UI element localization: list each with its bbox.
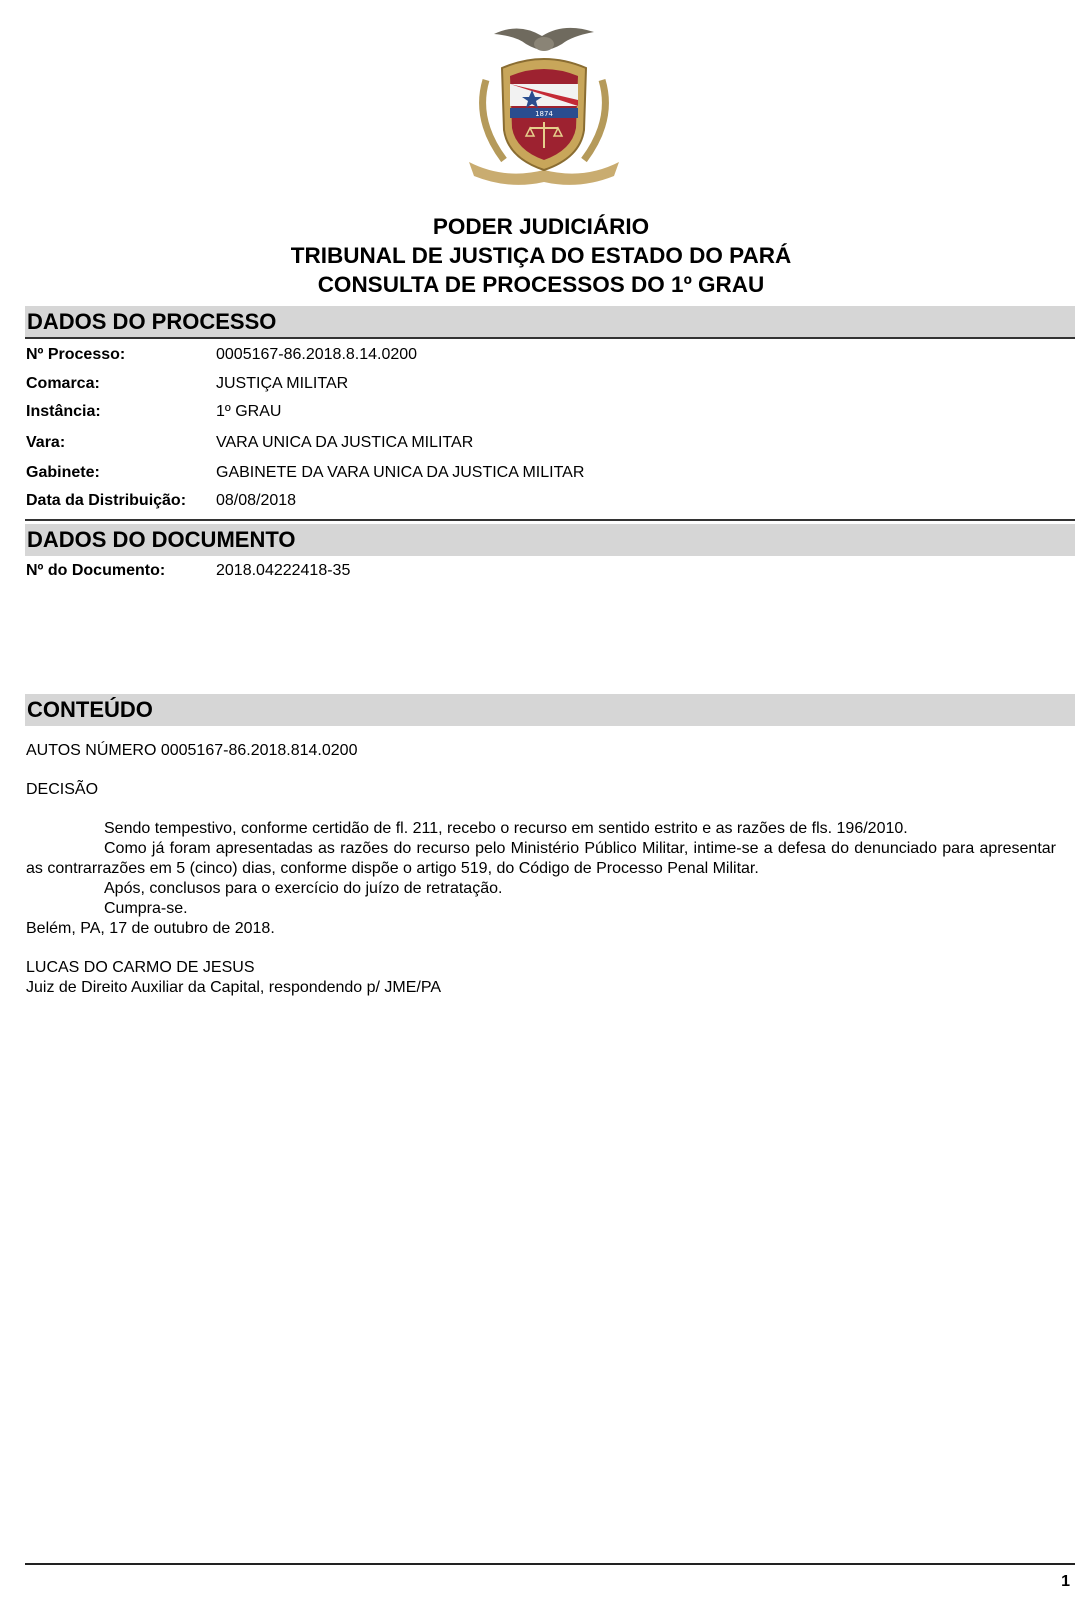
field-row bbox=[26, 373, 1066, 395]
field-label: Instância: bbox=[26, 403, 101, 420]
field-value: JUSTIÇA MILITAR bbox=[216, 375, 349, 392]
field-label: Nº do Documento: bbox=[26, 562, 166, 579]
paragraph: Cumpra-se. bbox=[104, 900, 188, 917]
field-row bbox=[26, 560, 1066, 582]
header-line-3: CONSULTA DE PROCESSOS DO 1º GRAU bbox=[317, 272, 765, 297]
coat-of-arms-icon bbox=[464, 20, 624, 190]
field-row bbox=[26, 432, 1066, 454]
header-line-2: TRIBUNAL DE JUSTIÇA DO ESTADO DO PARÁ bbox=[290, 243, 792, 268]
document-header bbox=[0, 212, 1082, 299]
field-label: Data da Distribuição: bbox=[26, 492, 187, 509]
field-row bbox=[26, 401, 1066, 423]
section-divider bbox=[25, 519, 1075, 521]
footer-divider bbox=[25, 1563, 1075, 1565]
section-processo-title: DADOS DO PROCESSO bbox=[25, 306, 1075, 338]
paragraph: Como já foram apresentadas as razões do recurso pelo Ministério Público Militar, intime-se a defesa do denunciado para apresentar as contrarrazões em 5 (cinco) dias, conforme dispõe o artigo 519, do Código de Processo Penal Militar. bbox=[26, 840, 1056, 877]
paragraph: Após, conclusos para o exercício do juízo de retratação. bbox=[104, 880, 503, 897]
header-line-1: PODER JUDICIÁRIO bbox=[432, 214, 650, 239]
field-row bbox=[26, 344, 1066, 366]
field-label: Gabinete: bbox=[26, 464, 100, 481]
field-value: VARA UNICA DA JUSTICA MILITAR bbox=[216, 434, 474, 451]
field-label: Vara: bbox=[26, 434, 66, 451]
field-value: GABINETE DA VARA UNICA DA JUSTICA MILITAR bbox=[216, 464, 585, 481]
signer-role: Juiz de Direito Auxiliar da Capital, respondendo p/ JME/PA bbox=[26, 979, 442, 996]
autos-number: AUTOS NÚMERO 0005167-86.2018.814.0200 bbox=[26, 742, 358, 759]
svg-text:1874: 1874 bbox=[535, 110, 553, 118]
section-divider bbox=[25, 337, 1075, 339]
decision-heading: DECISÃO bbox=[26, 781, 99, 798]
field-row bbox=[26, 490, 1066, 512]
section-conteudo-title: CONTEÚDO bbox=[25, 694, 1075, 726]
field-label: Comarca: bbox=[26, 375, 100, 392]
place-date: Belém, PA, 17 de outubro de 2018. bbox=[26, 920, 275, 937]
field-value: 2018.04222418-35 bbox=[216, 562, 351, 579]
section-documento-title: DADOS DO DOCUMENTO bbox=[25, 524, 1075, 556]
field-value: 0005167-86.2018.8.14.0200 bbox=[216, 346, 418, 363]
field-row bbox=[26, 462, 1066, 484]
decision-content bbox=[26, 741, 1056, 998]
paragraph: Sendo tempestivo, conforme certidão de fl. 211, recebo o recurso em sentido estrito e as razões de fls. 196/2010. bbox=[104, 820, 908, 837]
field-label: Nº Processo: bbox=[26, 346, 126, 363]
field-value: 1º GRAU bbox=[216, 403, 282, 420]
signer-name: LUCAS DO CARMO DE JESUS bbox=[26, 959, 255, 976]
page-number: 1 bbox=[1061, 1573, 1070, 1590]
field-value: 08/08/2018 bbox=[216, 492, 297, 509]
